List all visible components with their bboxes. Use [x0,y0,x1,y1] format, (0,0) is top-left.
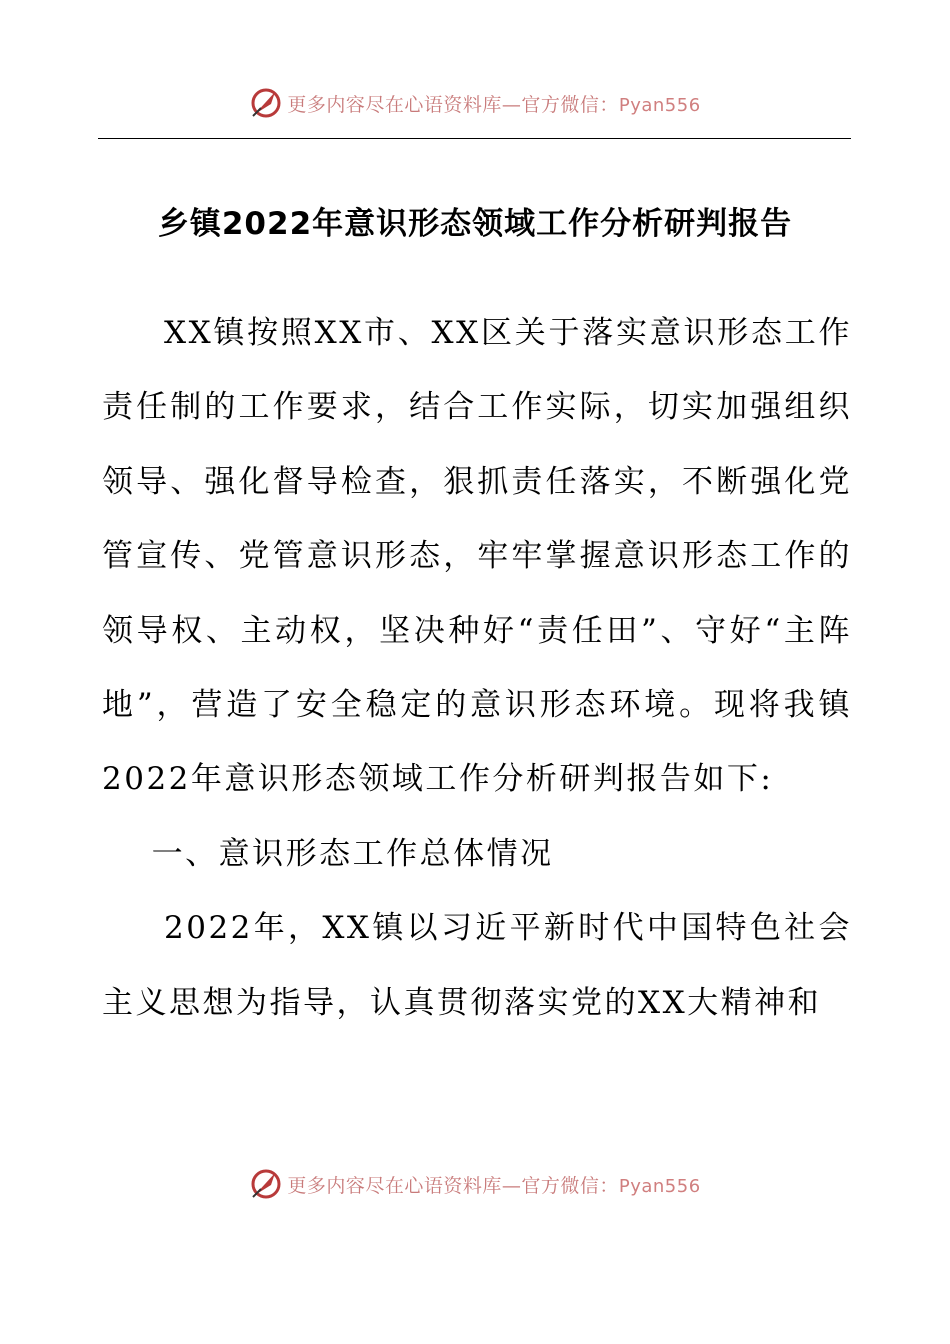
header-watermark-banner [0,83,950,123]
watermark-text: 更多内容尽在心语资料库—官方微信：Pyan556 [287,93,701,116]
section-heading: 一、意识形态工作总体情况 [151,835,554,872]
document-body [102,296,852,1040]
document-title: 乡镇2022年意识形态领域工作分析研判报告 [157,206,793,242]
wechat-id: Pyan556 [618,94,701,116]
paragraph-section-1: 2022年，XX镇以习近平新时代中国特色社会主义思想为指导，认真贯彻落实党的XX大精神和 [102,910,852,1021]
header-divider [98,138,851,139]
watermark-text: 更多内容尽在心语资料库—官方微信：Pyan556 [287,1174,701,1197]
wechat-id: Pyan556 [618,1175,701,1197]
paragraph-intro: XX镇按照XX市、XX区关于落实意识形态工作责任制的工作要求，结合工作实际，切实加强组织领导、强化督导检查，狠抓责任落实，不断强化党管宣传、党管意识形态，牢牢掌握意识形态工作的领导权、主动权，坚决种好“责任田”、守好“主阵地”，营造了安全稳定的意识形态环境。现将我镇2022年意识形态领域工作分析研判报告如下: [102,315,852,798]
footer-watermark-banner [0,1164,950,1204]
quill-logo-icon [249,1167,283,1201]
quill-logo-icon [249,86,283,120]
